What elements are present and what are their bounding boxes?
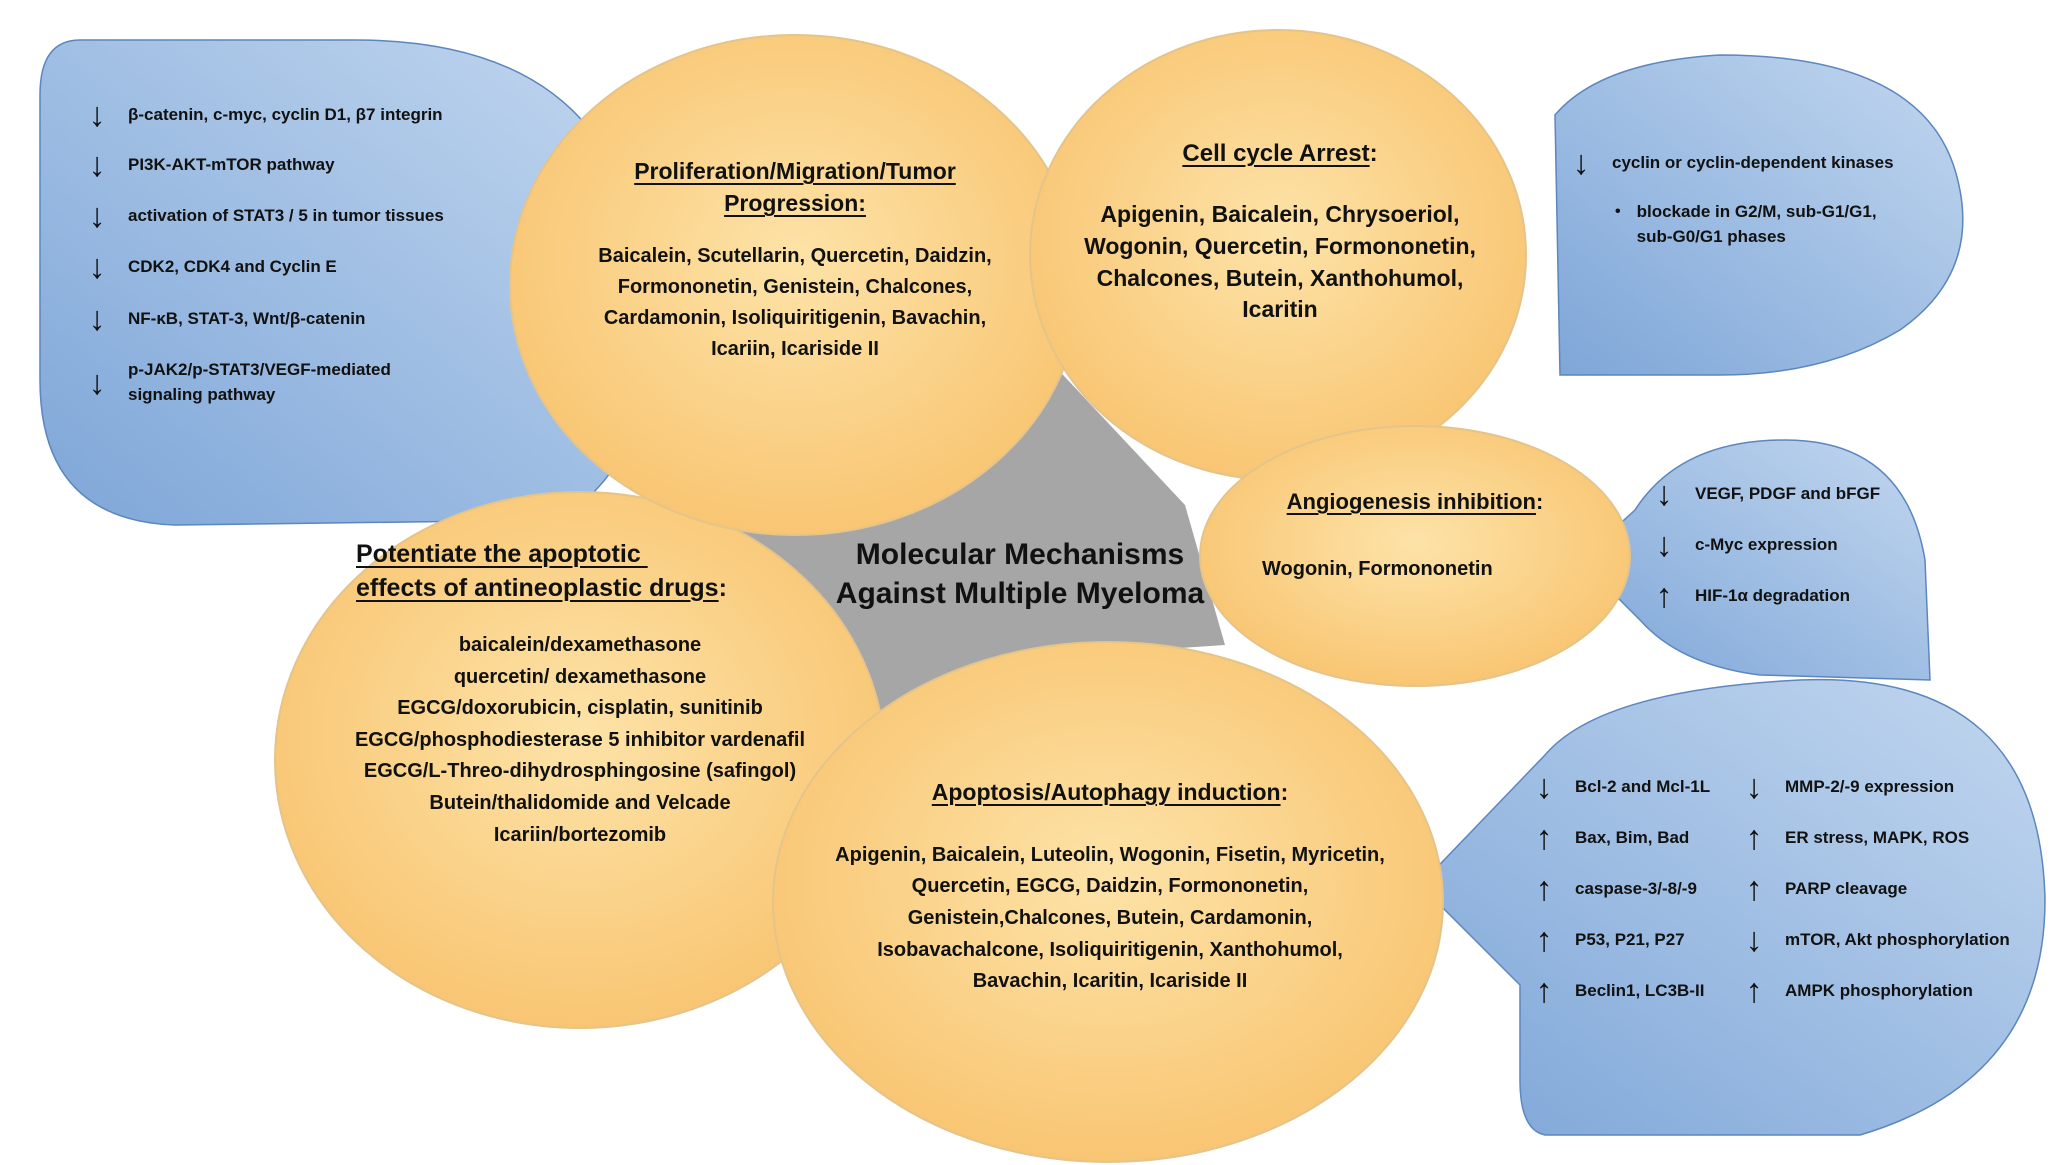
potentiate-title-line: Potentiate the apoptotic	[356, 540, 648, 568]
proliferation-title-line: Progression:	[724, 190, 866, 217]
compound-line: Quercetin, EGCG, Daidzin, Formononetin,	[911, 875, 1309, 898]
effect-row	[1745, 872, 1907, 906]
arrow-down-icon: ↓	[88, 248, 106, 286]
combination-line: EGCG/phosphodiesterase 5 inhibitor vardenafil	[354, 728, 806, 751]
apoptosis-title	[800, 778, 1420, 808]
arrow-up-icon: ↑	[1655, 577, 1673, 615]
effect-row	[88, 98, 443, 132]
arrow-up-icon: ↑	[1535, 972, 1553, 1010]
apoptosis-text	[800, 778, 1420, 998]
arrow-down-icon: ↓	[1745, 921, 1763, 959]
effect-text: MMP-2/-9 expression	[1785, 776, 1955, 796]
combination-line: Butein/thalidomide and Velcade	[429, 791, 731, 814]
angiogenesis-title	[1230, 488, 1600, 517]
effect-text: signaling pathway	[128, 384, 276, 404]
arrow-up-icon: ↑	[1535, 921, 1553, 959]
compound-line: Wogonin, Quercetin, Formononetin,	[1084, 232, 1476, 259]
proliferation-compounds	[560, 241, 1030, 365]
effect-row	[1535, 821, 1689, 855]
arrow-down-icon: ↓	[88, 197, 106, 235]
effect-row	[1615, 200, 1877, 249]
compound-line: Apigenin, Baicalein, Chrysoeriol,	[1100, 201, 1460, 228]
arrow-down-icon: ↓	[1572, 144, 1590, 182]
effect-text: c-Myc expression	[1695, 534, 1838, 554]
arrow-up-icon: ↑	[1745, 819, 1763, 857]
effect-row	[88, 358, 391, 407]
effect-text: activation of STAT3 / 5 in tumor tissues	[128, 205, 444, 225]
arrow-up-icon: ↑	[1535, 819, 1553, 857]
center-title	[790, 535, 1250, 613]
title-colon: :	[1280, 779, 1289, 805]
effect-row	[1535, 974, 1704, 1008]
arrow-down-icon: ↓	[1745, 768, 1763, 806]
effect-row	[1655, 579, 1850, 613]
effect-text: blockade in G2/M, sub-G1/G1,	[1636, 202, 1877, 221]
compound-line: Chalcones, Butein, Xanthohumol,	[1096, 264, 1464, 291]
title-colon: :	[718, 573, 727, 602]
effect-text: caspase-3/-8/-9	[1575, 878, 1697, 898]
compound-line: Genistein,Chalcones, Butein, Cardamonin,	[907, 907, 1313, 930]
effect-text: CDK2, CDK4 and Cyclin E	[128, 256, 337, 276]
combination-line: quercetin/ dexamethasone	[453, 665, 707, 688]
potentiate-title-line: effects of antineoplastic drugs	[356, 573, 719, 602]
arrow-down-icon: ↓	[88, 363, 106, 402]
compound-line: Bavachin, Icaritin, Icariside II	[972, 970, 1248, 993]
effect-text: Bax, Bim, Bad	[1575, 827, 1690, 847]
effect-row	[1535, 872, 1697, 906]
callout-apoptosis	[1420, 680, 2045, 1135]
effect-text: AMPK phosphorylation	[1785, 980, 1973, 1000]
effect-row	[88, 250, 337, 284]
combination-line: Icariin/bortezomib	[493, 823, 667, 846]
compound-line: Icaritin	[1242, 296, 1318, 323]
effect-row	[1535, 770, 1710, 804]
arrow-up-icon: ↑	[1745, 972, 1763, 1010]
effect-text: HIF-1α degradation	[1695, 585, 1850, 605]
arrow-up-icon: ↑	[1745, 870, 1763, 908]
effect-row	[1655, 477, 1880, 511]
effect-row	[88, 199, 444, 233]
angiogenesis-compounds	[1262, 558, 1493, 581]
combination-line: EGCG/doxorubicin, cisplatin, sunitinib	[397, 697, 763, 720]
bullet-icon: •	[1615, 203, 1621, 220]
cell-cycle-text	[1070, 138, 1490, 326]
effect-row	[1745, 974, 1973, 1008]
effect-text: NF-κB, STAT-3, Wnt/β-catenin	[128, 308, 366, 328]
effect-text: ER stress, MAPK, ROS	[1785, 827, 1970, 847]
effect-text: VEGF, PDGF and bFGF	[1695, 483, 1881, 503]
effect-row	[1572, 146, 1894, 180]
effect-text: sub-G0/G1 phases	[1636, 226, 1786, 246]
compound-line: Apigenin, Baicalein, Luteolin, Wogonin, Fisetin, Myricetin,	[835, 843, 1385, 866]
effect-row	[1655, 528, 1838, 562]
arrow-down-icon: ↓	[1655, 475, 1673, 513]
proliferation-text	[560, 155, 1030, 365]
combination-line: EGCG/L-Threo-dihydrosphingosine (safingol)	[363, 760, 797, 783]
arrow-down-icon: ↓	[88, 146, 106, 184]
title-colon: :	[1536, 489, 1544, 514]
effect-text: p-JAK2/p-STAT3/VEGF-mediated	[128, 360, 391, 379]
effect-text: β-catenin, c-myc, cyclin D1, β7 integrin	[128, 104, 443, 124]
angiogenesis-text	[1230, 488, 1600, 517]
apoptosis-title-text: Apoptosis/Autophagy induction	[931, 779, 1281, 805]
effect-text: PI3K-AKT-mTOR pathway	[128, 154, 335, 174]
effect-row	[1745, 821, 1969, 855]
cell-cycle-title-text: Cell cycle Arrest	[1182, 140, 1370, 167]
arrow-down-icon: ↓	[1655, 526, 1673, 564]
proliferation-title-line: Proliferation/Migration/Tumor	[634, 158, 956, 184]
effect-text: P53, P21, P27	[1575, 929, 1685, 949]
effect-text: PARP cleavage	[1785, 878, 1908, 898]
cell-cycle-compounds	[1070, 199, 1490, 326]
arrow-down-icon: ↓	[1535, 768, 1553, 806]
compound-line: Formononetin, Genistein, Chalcones,	[617, 276, 973, 299]
apoptosis-compounds	[800, 840, 1420, 998]
effect-row	[88, 148, 335, 182]
angiogenesis-title-text: Angiogenesis inhibition	[1286, 489, 1536, 514]
compound-line: Cardamonin, Isoliquiritigenin, Bavachin,	[603, 307, 987, 330]
center-title-line2: Against Multiple Myeloma	[835, 577, 1205, 610]
effect-text: cyclin or cyclin-dependent kinases	[1612, 152, 1894, 172]
title-colon: :	[1369, 140, 1378, 167]
compound-line: Wogonin, Formononetin	[1262, 558, 1493, 580]
effect-row	[1745, 923, 2010, 957]
compound-line: Icariin, Icariside II	[711, 338, 879, 361]
combination-line: baicalein/dexamethasone	[458, 634, 702, 656]
compound-line: Isobavachalcone, Isoliquiritigenin, Xanthohumol,	[877, 938, 1343, 961]
arrow-down-icon: ↓	[88, 96, 106, 134]
potentiate-title	[356, 538, 727, 606]
effect-text: mTOR, Akt phosphorylation	[1785, 929, 2010, 949]
proliferation-title	[560, 155, 1030, 219]
potentiate-combinations	[300, 630, 860, 851]
center-title-line1: Molecular Mechanisms	[855, 538, 1185, 571]
cell-cycle-title	[1070, 138, 1490, 169]
arrow-up-icon: ↑	[1535, 870, 1553, 908]
effect-text: Bcl-2 and Mcl-1L	[1575, 776, 1711, 796]
effect-row	[88, 302, 365, 336]
effect-row	[1535, 923, 1685, 957]
effect-text: Beclin1, LC3B-II	[1575, 980, 1705, 1000]
effect-row	[1745, 770, 1954, 804]
compound-line: Baicalein, Scutellarin, Quercetin, Daidzin,	[598, 245, 992, 268]
circle-angiogenesis	[1200, 426, 1630, 686]
arrow-down-icon: ↓	[88, 300, 106, 338]
